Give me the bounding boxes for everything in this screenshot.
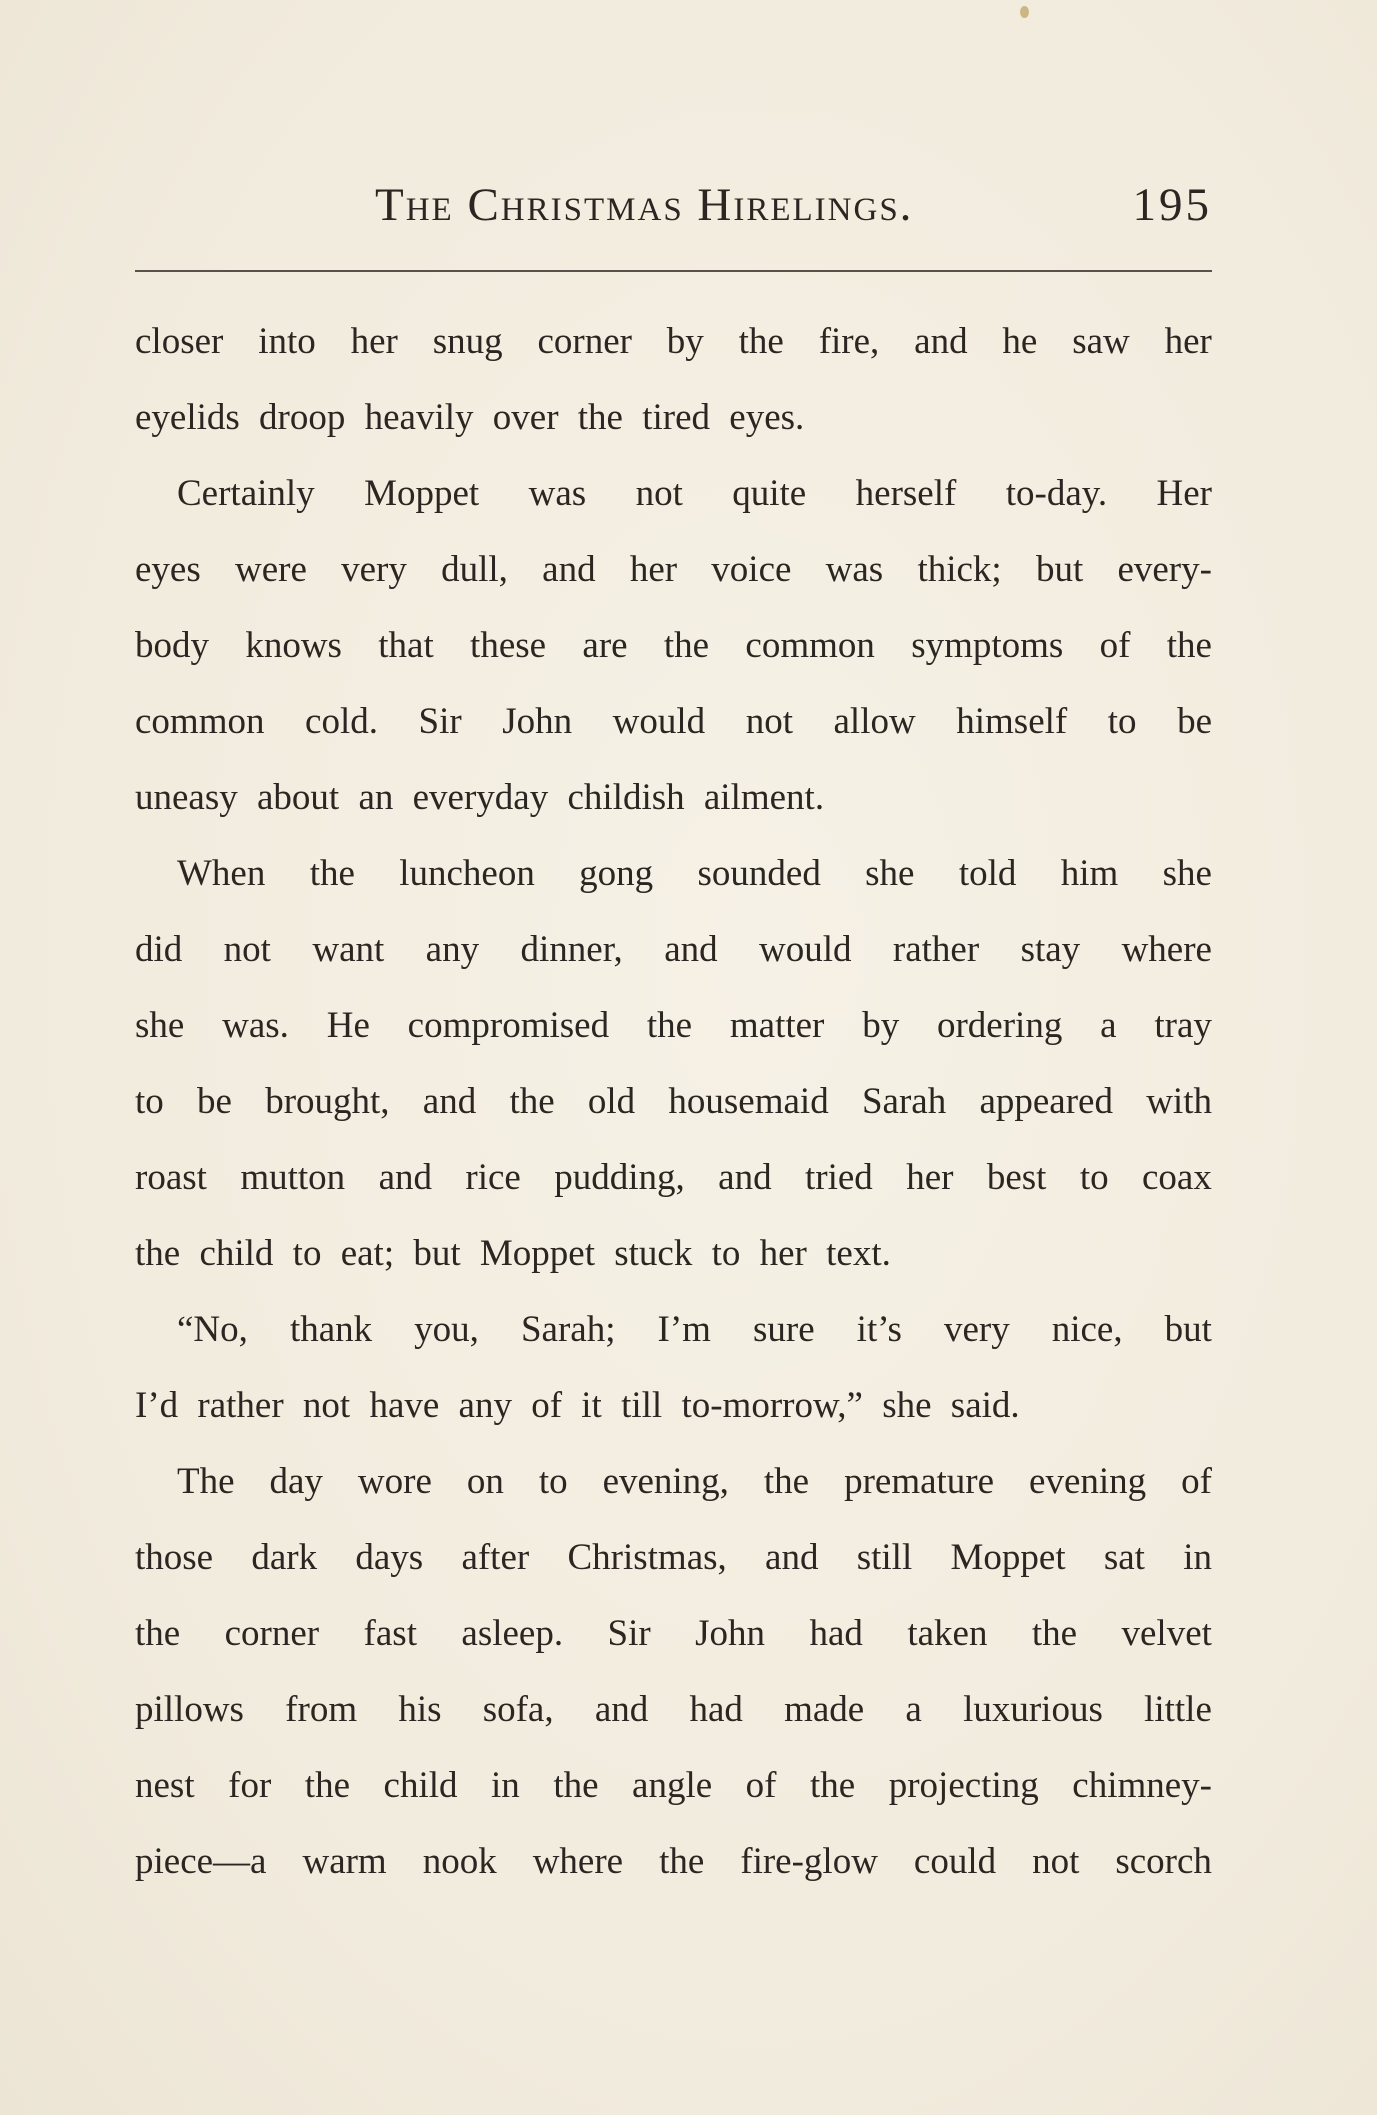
text-line: piece—a warm nook where the fire-glow could not scorch (135, 1841, 1212, 1882)
text-line: nest for the child in the angle of the projecting chimney- (135, 1765, 1212, 1806)
text-line: body knows that these are the common symptoms of the (135, 625, 1212, 666)
text-line: the corner fast asleep. Sir John had taken the velvet (135, 1613, 1212, 1654)
text-line: “No, thank you, Sarah; I’m sure it’s very nice, but (177, 1309, 1212, 1350)
running-title: The Christmas Hirelings. (375, 179, 914, 231)
page-number: 195 (1132, 179, 1212, 231)
text-line: eyelids droop heavily over the tired eyes. (135, 397, 805, 438)
text-line: roast mutton and rice pudding, and tried her best to coax (135, 1157, 1212, 1198)
text-line: common cold. Sir John would not allow himself to be (135, 701, 1212, 742)
text-line: the child to eat; but Moppet stuck to her text. (135, 1233, 891, 1274)
header-rule (135, 270, 1212, 272)
text-line: I’d rather not have any of it till to-morrow,” she said. (135, 1385, 1020, 1426)
text-line: did not want any dinner, and would rather stay where (135, 929, 1212, 970)
text-line: pillows from his sofa, and had made a luxurious little (135, 1689, 1212, 1730)
text-line: The day wore on to evening, the premature evening of (177, 1461, 1212, 1502)
text-line: closer into her snug corner by the fire, and he saw her (135, 321, 1212, 362)
text-line: she was. He compromised the matter by ordering a tray (135, 1005, 1212, 1046)
text-line: to be brought, and the old housemaid Sarah appeared with (135, 1081, 1212, 1122)
text-line: those dark days after Christmas, and still Moppet sat in (135, 1537, 1212, 1578)
text-line: When the luncheon gong sounded she told him she (177, 853, 1212, 894)
body-text (135, 312, 1212, 1908)
text-line: Certainly Moppet was not quite herself to-day. Her (177, 473, 1212, 514)
text-line: uneasy about an everyday childish ailment. (135, 777, 825, 818)
running-head (135, 178, 1212, 248)
text-line: eyes were very dull, and her voice was thick; but every- (135, 549, 1212, 590)
ink-stain (1020, 6, 1029, 18)
